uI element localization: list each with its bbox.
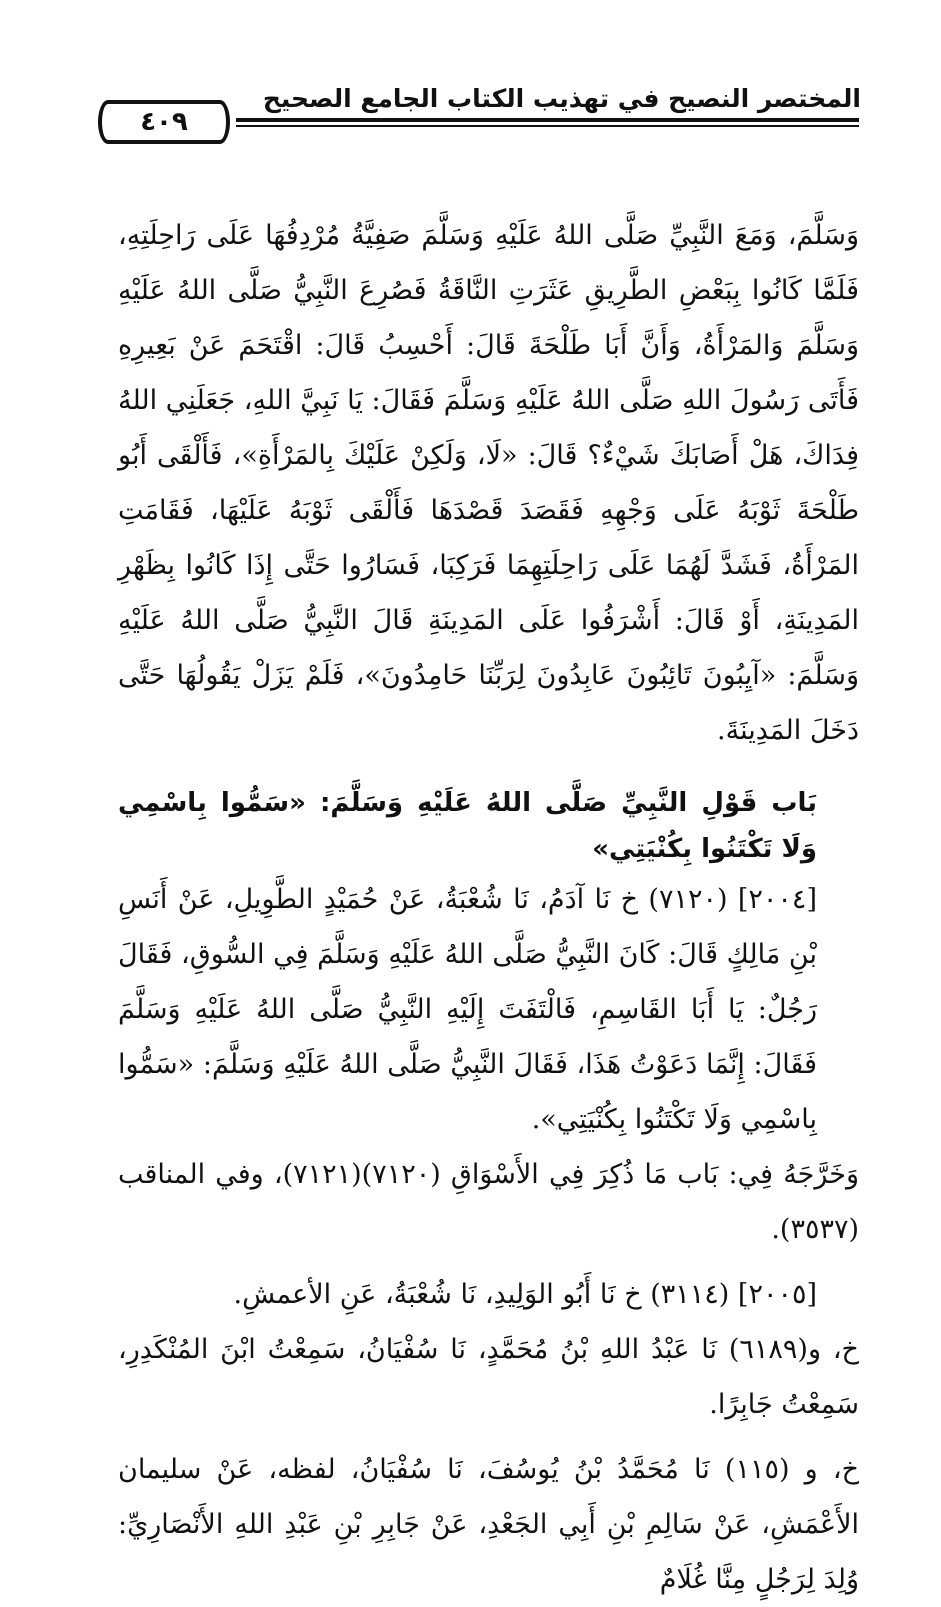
paragraph-isnad-115: خ، و (١١٥) نَا مُحَمَّدُ بْنُ يُوسُفَ، نَا سُفْيَانُ، لفظه، عَنْ سليمان الأَعْمَشِ، عَنْ سَالِمِ بْنِ أَبِي الجَعْدِ، عَنْ جَابِرِ بْنِ عَبْدِ اللهِ الأَنْصَارِيِّ: وُلِدَ لِرَجُلٍ مِنَّا غُلَامٌ xyxy=(118,1454,859,1595)
header-rule-thin xyxy=(236,125,859,127)
body-text xyxy=(118,208,859,1607)
paragraph-hadith-2004: [٢٠٠٤] (٧١٢٠) خ نَا آدَمُ، نَا شُعْبَةُ، عَنْ حُمَيْدٍ الطَّوِيلِ، عَنْ أَنَسِ بْنِ مَالِكٍ قَالَ: كَانَ النَّبِيُّ صَلَّى اللهُ عَلَيْهِ وَسَلَّمَ فِي السُّوقِ، فَقَالَ رَجُلٌ: يَا أَبَا القَاسِمِ، فَالْتَفَتَ إِلَيْهِ النَّبِيُّ صَلَّى اللهُ عَلَيْهِ وَسَلَّمَ فَقَالَ: إِنَّمَا دَعَوْتُ هَذَا، فَقَالَ النَّبِيُّ صَلَّى اللهُ عَلَيْهِ وَسَلَّمَ: «سَمُّوا بِاسْمِي وَلَا تَكْتَنُوا بِكُنْيَتِي». xyxy=(118,884,817,1135)
page-number: ٤٠٩ xyxy=(98,100,230,144)
paragraph-isnad-6189: خ، و(٦١٨٩) نَا عَبْدُ اللهِ بْنُ مُحَمَّدٍ، نَا سُفْيَانُ، سَمِعْتُ ابْنَ المُنْكَدِرِ، سَمِعْتُ جَابِرًا. xyxy=(118,1334,859,1420)
running-header-title: المختصر النصيح في تهذيب الكتاب الجامع الصحيح xyxy=(262,84,861,113)
header-rule xyxy=(236,118,859,122)
paragraph-hadith-2005: [٢٠٠٥] (٣١١٤) خ نَا أَبُو الوَلِيدِ، نَا شُعْبَةُ، عَنِ الأعمشِ. xyxy=(233,1279,817,1310)
paragraph-hadith-continuation: وَسَلَّمَ، وَمَعَ النَّبِيِّ صَلَّى اللهُ عَلَيْهِ وَسَلَّمَ صَفِيَّةُ مُرْدِفُهَا عَلَى رَاحِلَتِهِ، فَلَمَّا كَانُوا بِبَعْضِ الطَّرِيقِ عَثَرَتِ النَّاقَةُ فَصُرِعَ النَّبِيُّ صَلَّى اللهُ عَلَيْهِ وَسَلَّمَ وَالمَرْأَةُ، وَأَنَّ أَبَا طَلْحَةَ قَالَ: أَحْسِبُ قَالَ: اقْتَحَمَ عَنْ بَعِيرِهِ فَأَتَى رَسُولَ اللهِ صَلَّى اللهُ عَلَيْهِ وَسَلَّمَ فَقَالَ: يَا نَبِيَّ اللهِ، جَعَلَنِي اللهُ فِدَاكَ، هَلْ أَصَابَكَ شَيْءٌ؟ قَالَ: «لَا، وَلَكِنْ عَلَيْكَ بِالمَرْأَةِ»، فَأَلْقَى أَبُو طَلْحَةَ ثَوْبَهُ عَلَى وَجْهِهِ فَقَصَدَ قَصْدَهَا فَأَلْقَى ثَوْبَهُ عَلَيْهَا، فَقَامَتِ المَرْأَةُ، فَشَدَّ لَهُمَا عَلَى رَاحِلَتِهِمَا فَرَكِبَا، فَسَارُوا حَتَّى إِذَا كَانُوا بِظَهْرِ المَدِينَةِ، أَوْ قَالَ: أَشْرَفُوا عَلَى المَدِينَةِ قَالَ النَّبِيُّ صَلَّى اللهُ عَلَيْهِ وَسَلَّمَ: «آيِبُونَ تَائِبُونَ عَابِدُونَ لِرَبِّنَا حَامِدُونَ»، فَلَمْ يَزَلْ يَقُولُهَا حَتَّى دَخَلَ المَدِينَةَ. xyxy=(118,220,859,746)
paragraph-cross-reference: وَخَرَّجَهُ فِي: بَاب مَا ذُكِرَ فِي الأَسْوَاقِ (٧١٢٠)(٧١٢١)، وفي المناقب (٣٥٣٧). xyxy=(118,1159,859,1245)
chapter-heading: بَاب قَوْلِ النَّبِيِّ صَلَّى اللهُ عَلَيْهِ وَسَلَّمَ: «سَمُّوا بِاسْمِي وَلَا تَكْتَنُوا بِكُنْيَتِي» xyxy=(118,788,817,864)
